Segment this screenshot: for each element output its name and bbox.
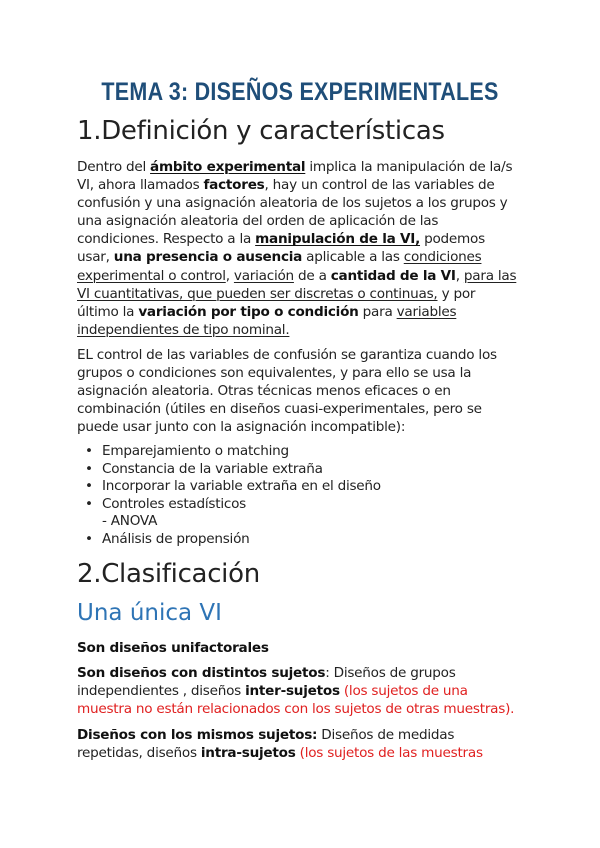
section-heading-clasificacion: 2.Clasificación — [77, 559, 260, 589]
term-ambito-experimental: ámbito experimental — [150, 159, 306, 175]
text-line: puede usar junto con la asignación incompatible): — [77, 419, 406, 436]
term-intra-sujetos: intra-sujetos — [200, 745, 296, 762]
bullet-icon: • — [85, 443, 93, 459]
text-line: independientes de tipo nominal. — [77, 321, 290, 338]
list-item: • Emparejamiento o matching — [85, 443, 289, 459]
text-line — [77, 639, 529, 657]
text-line: muestra no están relacionados con los sujetos de otras muestras). — [77, 701, 515, 718]
bullet-icon: • — [85, 478, 93, 495]
bullet-icon: • — [85, 530, 93, 547]
term-factores: factores — [203, 177, 265, 194]
techniques-list — [77, 443, 381, 549]
list-item: • Controles estadísticos — [85, 495, 246, 512]
bullet-icon: • — [85, 495, 93, 512]
list-sub-item: - ANOVA — [102, 513, 158, 530]
paragraph-mismos-sujetos — [77, 726, 529, 762]
text-line: Diseños con los mismos sujetos: Diseños de medidas — [77, 727, 455, 743]
text-line: grupos o condiciones son equivalentes, y para ello se usa la — [77, 365, 472, 382]
term-manipulacion-vi: manipulación de la VI, — [255, 231, 421, 248]
text-line: experimental o control, variación de a cantidad de la VI, para las — [77, 267, 517, 284]
term-inter-sujetos: inter-sujetos — [245, 683, 340, 700]
text-line: usar, una presencia o ausencia aplicable a las condiciones — [77, 249, 482, 266]
text-line: condiciones. Respecto a la manipulación de la VI, podemos — [77, 231, 485, 248]
paragraph-distintos-sujetos — [77, 664, 529, 718]
text-line: EL control de las variables de confusión se garantiza cuando los — [77, 347, 497, 363]
term-cantidad-vi: cantidad de la VI — [330, 267, 456, 284]
list-item: • Constancia de la variable extraña — [85, 460, 323, 477]
list-item: • Análisis de propensión — [85, 530, 250, 547]
paragraph-control — [77, 346, 529, 436]
term-mismos-sujetos: Diseños con los mismos sujetos: — [77, 727, 318, 743]
subheading-una-unica-vi: Una única VI — [77, 600, 222, 626]
bullet-icon: • — [85, 460, 93, 477]
text-line: repetidas, diseños intra-sujetos (los sujetos de las muestras — [77, 745, 483, 762]
document-title: TEMA 3: DISEÑOS EXPERIMENTALES — [101, 78, 499, 106]
text-line: asignación aleatoria. Otras técnicas menos eficaces o en — [77, 383, 451, 400]
list-item: • Incorporar la variable extraña en el diseño — [85, 478, 381, 495]
text-line: VI cuantitativas, que pueden ser discretas o continuas, y por — [77, 285, 476, 302]
paragraph-definicion — [77, 158, 529, 339]
text-line: Son diseños con distintos sujetos: Diseños de grupos — [77, 665, 456, 681]
term-presencia-ausencia: una presencia o ausencia — [113, 249, 303, 266]
section-heading-definicion: 1.Definición y características — [77, 116, 445, 146]
text-bold: Son diseños unifactorales — [77, 640, 269, 656]
text-line: una asignación aleatoria del orden de aplicación de las — [77, 213, 439, 230]
paragraph-unifactorales — [77, 639, 529, 657]
text-line: independientes , diseños inter-sujetos (los sujetos de una — [77, 683, 468, 700]
term-variacion-tipo: variación por tipo o condición — [138, 303, 359, 320]
text-line: Dentro del ámbito experimental implica la manipulación de la/s — [77, 159, 513, 175]
text-line: confusión y una asignación aleatoria de los sujetos a los grupos y — [77, 195, 508, 212]
text-line: último la variación por tipo o condición para variables — [77, 303, 457, 320]
text-line: combinación (útiles en diseños cuasi-experimentales, pero se — [77, 401, 482, 418]
text-line: VI, ahora llamados factores, hay un control de las variables de — [77, 177, 495, 194]
term-distintos-sujetos: Son diseños con distintos sujetos — [77, 665, 326, 681]
